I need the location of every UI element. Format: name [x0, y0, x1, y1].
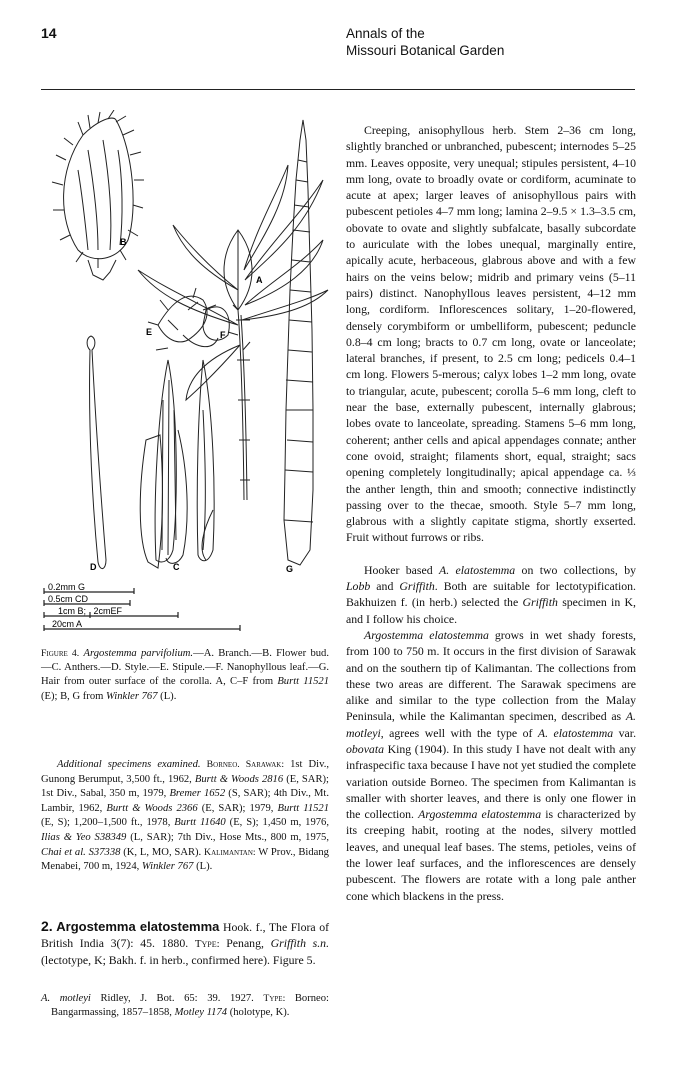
body-italic: obovata [346, 741, 385, 756]
body-italic: Griffith [399, 579, 435, 594]
body-text: var. [613, 725, 637, 740]
journal-title-line2: Missouri Botanical Garden [346, 43, 505, 58]
figure-4-illustration [38, 110, 338, 650]
body-italic: A. motleyi [346, 709, 636, 740]
specimen-text: (E, S); 1,450 m, 1976, [225, 817, 329, 829]
specimen-text: (K, L, MO, SAR). [120, 846, 205, 858]
body-italic: A. elatostemma [537, 725, 614, 740]
style-drawing [87, 336, 106, 569]
caption-species: Argostemma parvifolium. [83, 648, 194, 659]
scale-label-cd: 0.5cm CD [48, 594, 89, 604]
type-label: Type: [194, 938, 220, 951]
caption-collection-1: Burtt 11521 [277, 676, 330, 688]
specimen-text: W Prov., Bidang Menabei, 700 m, 1924, [41, 846, 329, 873]
panel-label-d: D [90, 562, 97, 572]
specimen-text: (E, S); 1,200–1,500 ft., 1978, [41, 817, 175, 829]
description-paragraph: Creeping, anisophyllous herb. Stem 2–36 cm long, slightly branched or unbranched, pubescent; internodes 5–25 mm. Leaves opposite, very unequal; stipules persistent, 4–10 mm long, ovate to broadly ovate or cordiform, acuminate to acute at apex; larger leaves of anisophyllous pairs with pubescent petioles 4–7 mm long; lamina 2–9.5 × 1.3–3.5 cm, obovate to ovate and slightly subfalcate, basally subcordate to auriculate with the lobes unequal, marginally entire, apically acute, herbaceous, glabrous above and with a few hairs on the veins below; midrib and primary veins (5–11 pairs) distinct. Nanophyllous leaves persistent, 4–12 mm long, cordiform. Inflorescences solitary, 1–20-flowered, densely corymbiform or umbelliform, pubescent; peduncle 0.8–4 cm long; bracts to 0.7 cm long, ovate or lanceolate; lateral branches, if present, to 2.5 cm long; pedicels 0.4–1 cm long. Flowers 5-merous; calyx lobes 1–2 mm long, ovate to triangular, acute, pubescent; corolla 5–6 mm long, cleft to near the base, externally pubescent, internally glabrous; lobes ovate to lanceolate, spreading. Stamens 5–6 mm long, coherent; anther cells and apical appendages connate; anther cone ovoid, straight; filaments short, equal, straight; sacs opening completely longitudinally; apical appendage ca. ⅓ the anther length, thin and smooth; connective indistinctly passing over to the thecae, smooth. Style 5–7 mm long, glabrous with a slightly capitate stigma, shortly exserted. Fruit without furrows or ribs. [346, 123, 636, 545]
body-italic: Griffith [522, 595, 558, 610]
species-name: Argostemma elatostemma [56, 919, 220, 934]
species-number: 2. [41, 918, 53, 934]
figure-caption [41, 647, 329, 704]
body-text: . Both are suitable for lectotypification. Bakhuizen f. (in herb.) selected the [346, 579, 636, 610]
synonym-name: A. motleyi [41, 993, 91, 1004]
stipule-drawing [148, 288, 229, 350]
body-text: , agrees well with the type of [380, 725, 538, 740]
branch-drawing [138, 165, 328, 500]
caption-text-1: —A. Branch.—B. Flower bud.—C. Anthers.—D. Style.—E. Stipule.—F. Nanophyllous leaf.—G. Hair from outer surface of the corolla. A, C–F from [41, 648, 329, 688]
synonym-citation: Borneo: Bangarmassing, 1857–1858, [51, 993, 329, 1019]
type-collection: Griffith s.n. [270, 936, 330, 951]
specimen-collection: Ilias & Yeo S38349 [41, 831, 127, 843]
panel-label-b: B [120, 237, 127, 247]
scale-label-b-ef: 1cm B; 2cmEF [58, 606, 123, 616]
caption-text-2: (E); B, G from [41, 690, 107, 702]
synonym-entry [41, 992, 329, 1021]
specimens-lead: Additional specimens examined. [57, 759, 201, 770]
body-text: King (1904). In this study I have not dealt with any infraspecific taxa because I have not yet studied the complete variation outside Borneo. The specimen from Kalimantan is smaller with shorter leaves, and there is only one flower in the collection. [346, 741, 636, 822]
specimen-text: 1st Div., Gunong Berumput, 3,500 ft., 1962, [41, 759, 329, 785]
species-citation: Penang, [219, 936, 271, 951]
specimen-collection: Burtt & Woods 2366 [106, 802, 198, 814]
description-column [346, 122, 636, 904]
specimen-text: (E, SAR); 1st Div., Sabal, 350 m, 1979, [41, 773, 329, 800]
specimen-collection: Burtt 11640 [174, 817, 226, 829]
region-sarawak: Sarawak: [245, 759, 285, 770]
flower-bud-drawing [52, 110, 144, 280]
panel-label-a: A [256, 275, 263, 285]
synonym-citation: Ridley, J. Bot. 65: 39. 1927. [90, 993, 264, 1004]
body-text: and [370, 579, 400, 594]
figure-label: Figure 4. [41, 648, 80, 659]
panel-label-c: C [173, 562, 180, 572]
specimen-collection: Winkler 767 [141, 861, 194, 873]
specimen-text: (L). [193, 861, 213, 873]
lectotype-paragraph [346, 562, 636, 627]
body-italic: Argostemma elatostemma [364, 627, 489, 642]
panel-label-e: E [146, 327, 153, 337]
body-text: Hooker based [364, 562, 439, 577]
body-italic: Argostemma elatostemma [418, 807, 542, 822]
panel-label-g: G [286, 564, 294, 574]
specimen-collection: Bremer 1652 [169, 788, 226, 800]
hair-drawing [284, 120, 313, 565]
body-text: specimen in K, and I follow his choice. [346, 595, 636, 626]
botanical-drawing [38, 110, 338, 650]
anthers-drawing [140, 360, 214, 568]
specimen-collection: Burtt 11521 [277, 802, 330, 814]
species-citation: (lectotype, K; Bakh. f. in herb., confirmed here). Figure 5. [41, 953, 316, 968]
body-text: is characterized by its creeping habit, rooting at the nodes, silvery mottled leaves, and unequal leaf bases. The stems, petioles, veins of the lower leaf surfaces, and the inflorescences are densely pubescent. The flowers are rotate with a long pale anther cone which blackens in the press. [346, 807, 637, 903]
type-label: Type: [263, 993, 286, 1004]
header-rule [41, 89, 635, 90]
specimen-text: (L, SAR); 7th Div., Hose Mts., 800 m, 1975, [126, 831, 329, 843]
additional-specimens [41, 758, 329, 875]
caption-text-3: (L). [157, 690, 177, 702]
specimen-collection: Burtt & Woods 2816 [194, 773, 284, 785]
region-kalimantan: Kalimantan: [204, 846, 256, 858]
specimen-text: (S, SAR); 4th Div., Mt. Lambir, 1962, [41, 788, 330, 814]
scale-label-a: 20cm A [52, 619, 83, 629]
synonym-collection: Motley 1174 [174, 1007, 228, 1019]
caption-collection-2: Winkler 767 [106, 690, 158, 702]
body-text: grows in wet shady forests, from 100 to 750 m. It occurs in the first division of Sarawak and on the southern tip of Kalimantan. The collections from these two areas are different. The Sarawak specimens are alike and similar to the type collection from the Malay Peninsula, while the Kalimantan specimen, described as [346, 627, 637, 724]
region-borneo: Borneo. [206, 759, 240, 770]
body-italic: Lobb [346, 579, 371, 594]
body-italic: A. elatostemma [439, 562, 516, 577]
distribution-paragraph [346, 627, 636, 904]
panel-label-f: F [220, 330, 226, 340]
scale-label-g: 0.2mm G [48, 582, 86, 592]
specimen-text: (E, SAR); 1979, [197, 802, 278, 814]
species-citation: Hook. f., The Flora of British India 3(7): 45. 1880. [41, 920, 330, 951]
synonym-citation: (holotype, K). [227, 1007, 290, 1019]
specimen-collection: Chai et al. S37338 [41, 846, 121, 858]
journal-title [346, 25, 504, 59]
species-heading [41, 918, 329, 969]
body-text: on two collections, by [515, 562, 637, 577]
page-number: 14 [41, 25, 57, 41]
journal-title-line1: Annals of the [346, 26, 425, 41]
